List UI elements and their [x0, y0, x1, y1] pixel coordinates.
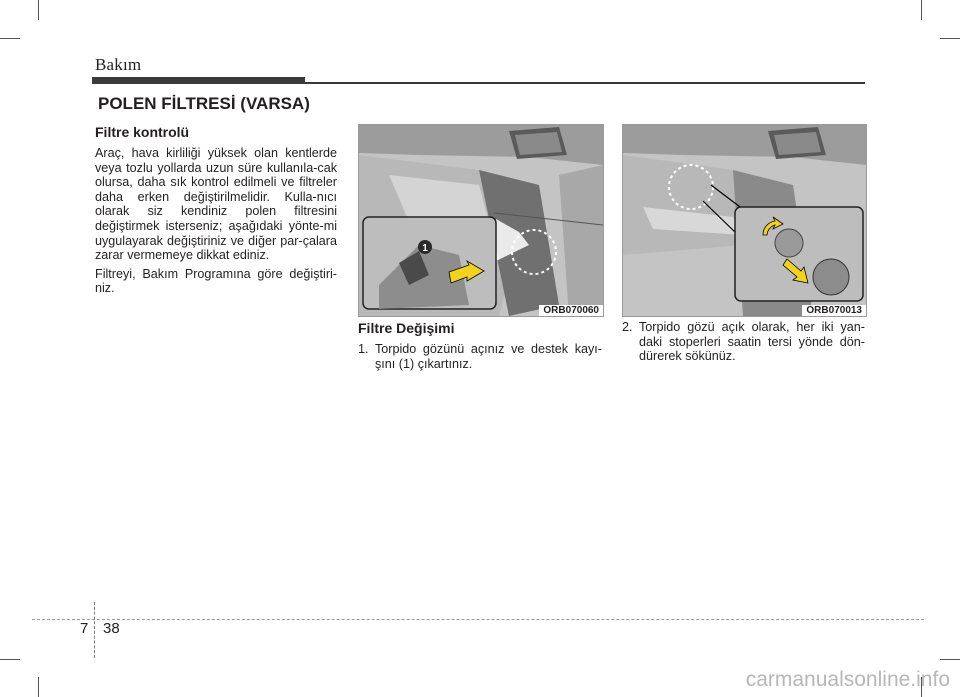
filter-check-subtitle: Filtre kontrolü [95, 124, 190, 140]
step-2 [622, 320, 865, 364]
footer-divider [94, 602, 95, 658]
section-header-label: Bakım [95, 55, 142, 74]
filter-schedule-paragraph: Filtreyi, Bakım Programına göre değiştiri-niz. [95, 266, 337, 296]
glovebox-strap-illustration [359, 125, 603, 316]
chapter-number: 7 [80, 620, 89, 637]
crop-mark [940, 38, 960, 39]
crop-mark [38, 0, 39, 20]
page-title: POLEN FİLTRESİ (VARSA) [98, 94, 310, 113]
crop-mark [38, 677, 39, 697]
header-rule-thick [92, 77, 305, 84]
step-1-text: Torpido gözünü açınız ve destek kayı-şını (1) çıkartınız. [375, 342, 602, 371]
figure-glovebox-stoppers [622, 124, 867, 317]
left-column [95, 124, 337, 296]
crop-mark [0, 659, 20, 660]
step-2-text: Torpido gözü açık olarak, her iki yan-daki stoperleri saatin tersi yönde dön-dürerek sökünüz. [639, 320, 865, 364]
page-number: 38 [103, 620, 120, 637]
footer-dashed-rule [32, 619, 924, 620]
figure-code-1: ORB070060 [539, 305, 603, 316]
crop-mark [940, 659, 960, 660]
figure-callout-number: 1 [422, 243, 428, 254]
crop-mark [0, 38, 20, 39]
crop-mark [921, 0, 922, 20]
watermark: carmanualsonline.info [745, 668, 950, 691]
header-rule-thin [305, 82, 865, 84]
right-column [622, 320, 865, 364]
filter-check-paragraph: Araç, hava kirliliği yüksek olan kentlerde veya tozlu yollarda uzun süre kullanıla-cak olursa, daha sık kontrol edilmeli ve filtreler daha erken değiştirilmelidir. Kulla-nıcı olarak siz kendiniz polen filtresini değiştirmek isterseniz; aşağıdaki yönte-mi uygulayarak değiştiriniz ve diğer par-çalara zarar vermemeye dikkat ediniz. [95, 146, 337, 263]
filter-change-subtitle: Filtre Değişimi [358, 320, 455, 336]
glovebox-stoppers-illustration [623, 125, 866, 316]
step-2-number: 2. [622, 320, 633, 334]
figure-code-2: ORB070013 [802, 305, 866, 316]
middle-column [358, 320, 602, 371]
step-1-number: 1. [358, 342, 369, 356]
figure-glovebox-strap [358, 124, 604, 317]
step-1 [358, 342, 602, 371]
